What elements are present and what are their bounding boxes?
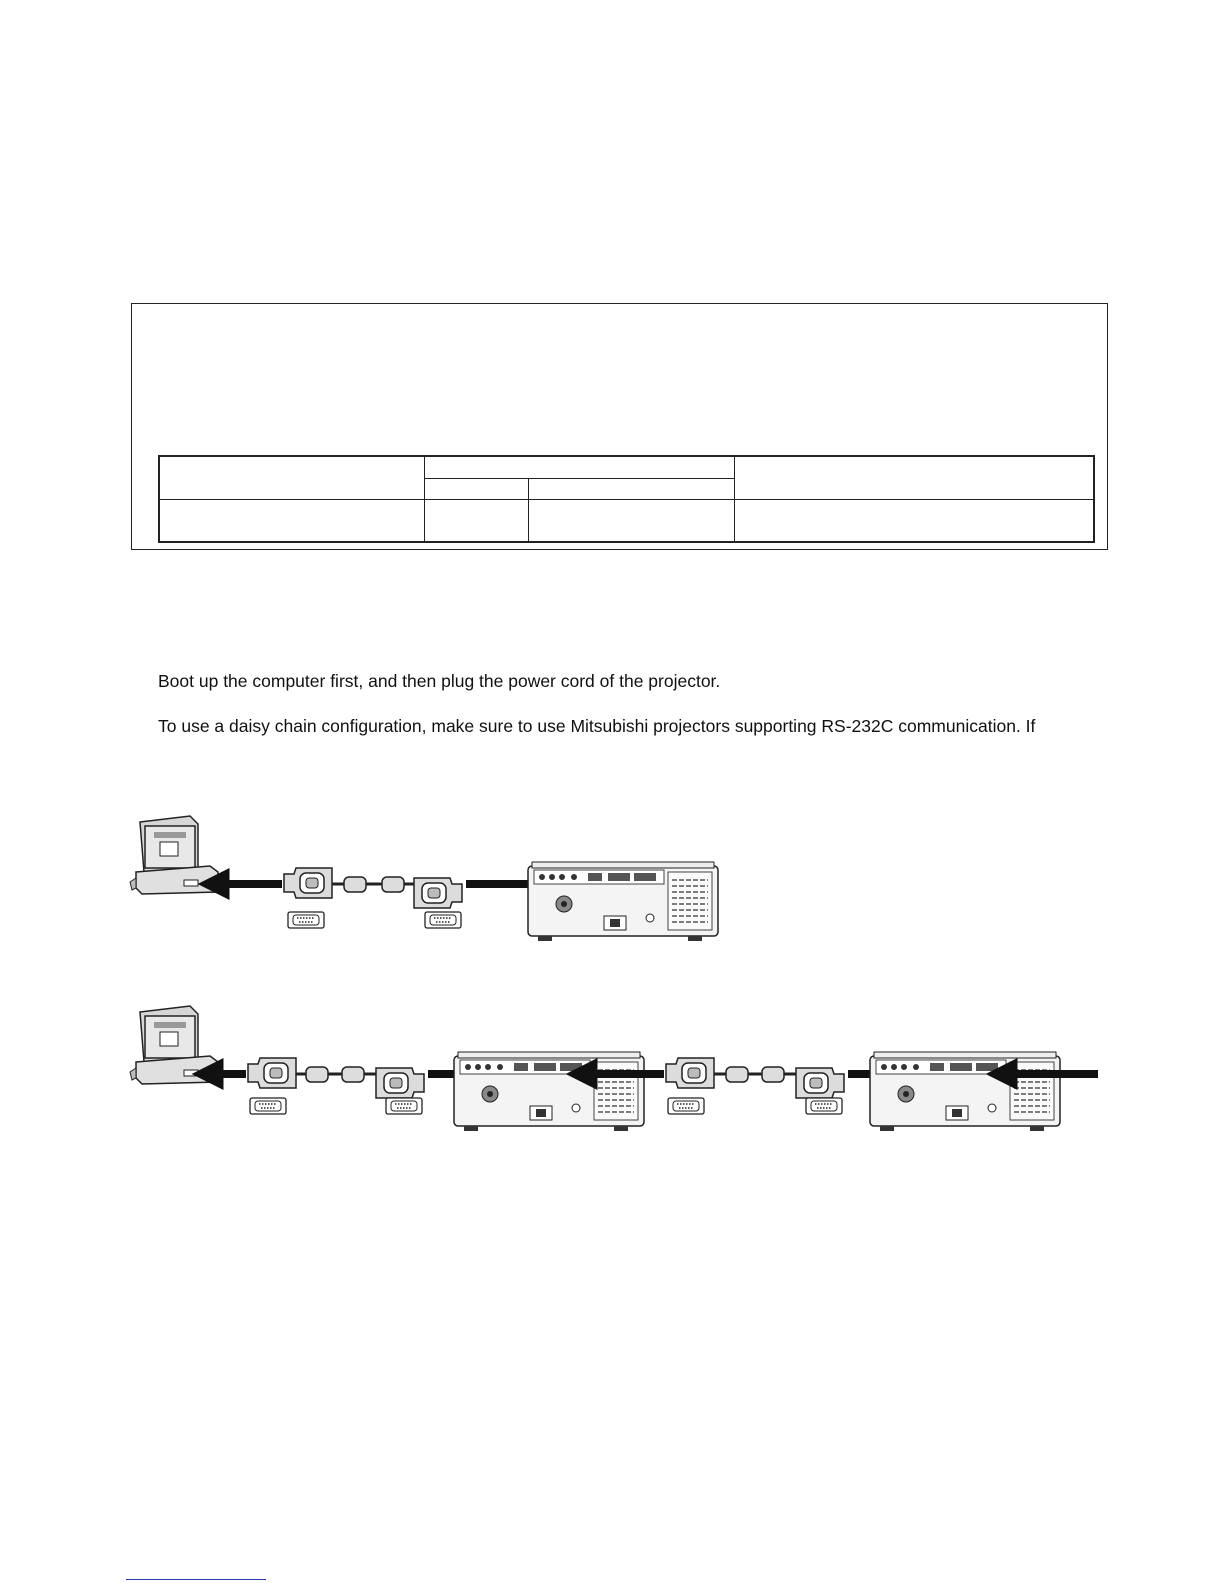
projector-icon: [454, 1052, 644, 1131]
serial-port-icon: [288, 912, 324, 928]
computer-icon: [130, 1006, 218, 1084]
serial-port-icon: [425, 912, 461, 928]
ferrite-core-icon: [726, 1067, 748, 1082]
footer-link-underline[interactable]: [126, 1579, 266, 1580]
serial-port-icon: [386, 1098, 422, 1114]
serial-connector-icon: [376, 1068, 424, 1098]
serial-connector-icon: [666, 1058, 714, 1088]
serial-port-icon: [250, 1098, 286, 1114]
serial-connector-icon: [414, 878, 462, 908]
ferrite-core-icon: [344, 877, 366, 892]
projector-icon: [528, 862, 718, 941]
serial-connector-icon: [284, 868, 332, 898]
serial-port-icon: [806, 1098, 842, 1114]
serial-connector-icon: [796, 1068, 844, 1098]
ferrite-core-icon: [762, 1067, 784, 1082]
computer-icon: [130, 816, 218, 894]
ferrite-core-icon: [342, 1067, 364, 1082]
ferrite-core-icon: [382, 877, 404, 892]
projector-icon: [870, 1052, 1060, 1131]
serial-port-icon: [668, 1098, 704, 1114]
instruction-text: To use a daisy chain configuration, make sure to use Mitsubishi projectors supporting RS-232C communication. If: [158, 716, 1036, 736]
ferrite-core-icon: [306, 1067, 328, 1082]
instruction-text: Boot up the computer first, and then plug the power cord of the projector.: [158, 671, 721, 691]
serial-connector-icon: [248, 1058, 296, 1088]
